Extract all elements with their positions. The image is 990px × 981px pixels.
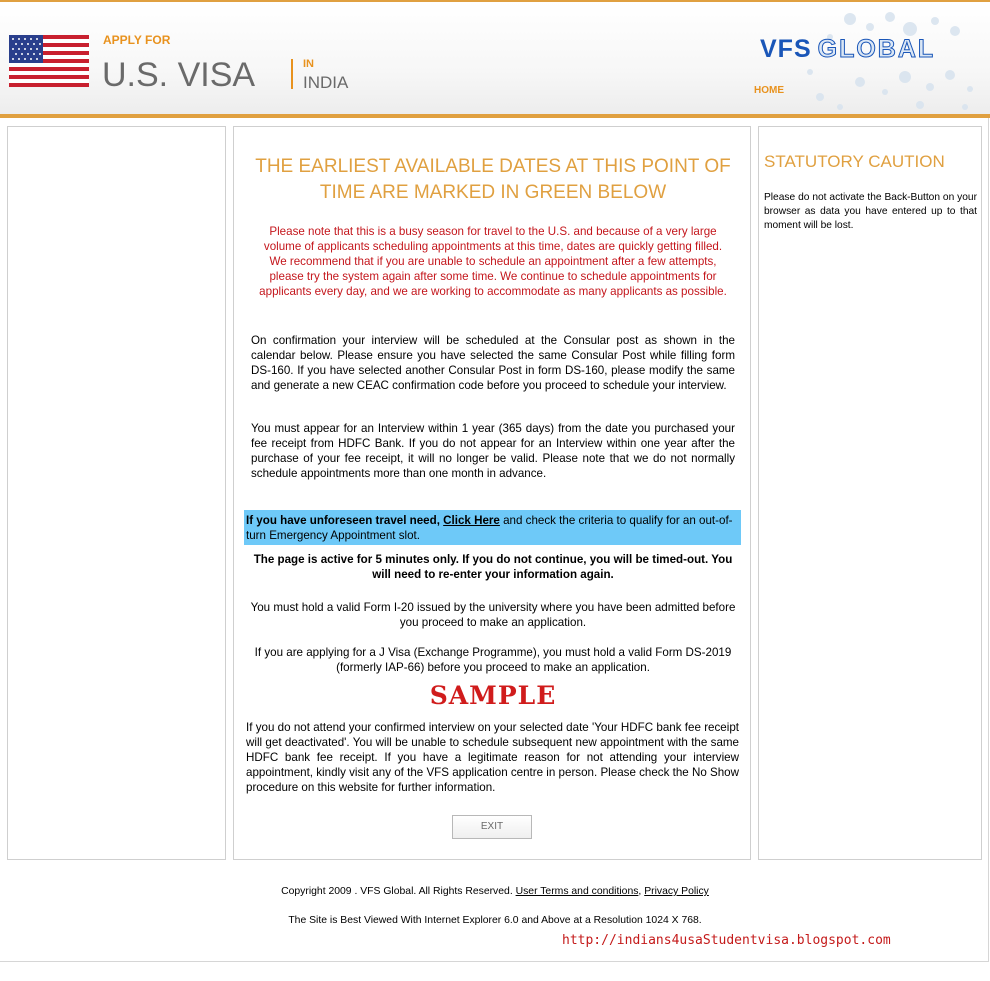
statutory-caution-text: Please do not activate the Back-Button on your browser as data you have entered up to that moment will be lost. bbox=[764, 192, 977, 232]
country-label: INDIA bbox=[303, 73, 349, 92]
interview-validity-paragraph: You must appear for an Interview within 1 year (365 days) from the date you purchased your fee receipt from HDFC Bank. If you do not appear for an Interview within one year after the purchase of your fee receipt, it will no longer be valid. Please note that we do not normally schedule appointments more than one month in advance. bbox=[251, 422, 735, 481]
us-flag-icon bbox=[9, 35, 89, 87]
home-link[interactable]: HOME bbox=[754, 85, 784, 96]
statutory-caution-heading: STATUTORY CAUTION bbox=[764, 152, 945, 171]
right-column bbox=[758, 126, 982, 860]
apply-for-label: APPLY FOR bbox=[103, 33, 171, 47]
session-timeout-notice: The page is active for 5 minutes only. If you do not continue, you will be timed-out. You will need to re-enter your information again. bbox=[253, 553, 733, 582]
in-label: IN bbox=[303, 58, 314, 70]
header-accent-line bbox=[0, 114, 990, 118]
left-column bbox=[7, 126, 226, 860]
vfs-global-logo[interactable] bbox=[760, 35, 935, 64]
page-title: U.S. VISA bbox=[102, 56, 256, 94]
exit-button[interactable]: EXIT bbox=[452, 815, 532, 839]
copyright-text: Copyright 2009 . VFS Global. All Rights Reserved. bbox=[281, 886, 513, 897]
emergency-suffix: and check the criteria to qualify for an out-of-turn Emergency Appointment slot. bbox=[246, 514, 733, 542]
main-column bbox=[233, 126, 751, 860]
watermark-url: http://indians4usaStudentvisa.blogspot.com bbox=[562, 933, 891, 948]
privacy-policy-link[interactable]: Privacy Policy bbox=[644, 886, 709, 897]
footer-copyright bbox=[0, 886, 990, 897]
header-divider bbox=[291, 59, 293, 89]
no-show-notice: If you do not attend your confirmed interview on your selected date 'Your HDFC bank fee receipt will get deactivated'. You will be unable to schedule subsequent new appointment with the same HDFC bank fee receipt. If you have a legitimate reason for not attending your interview appointment, kindly visit any of the VFS application centre in person. Please check the No Show procedure on this website for further information. bbox=[246, 721, 740, 795]
i20-notice: You must hold a valid Form I-20 issued by the university where you have been admitted before you proceed to make an application. bbox=[250, 601, 736, 630]
click-here-link[interactable]: Click Here bbox=[443, 514, 500, 527]
sample-stamp: SAMPLE bbox=[429, 681, 557, 710]
logo-global-text: GLOBAL bbox=[817, 35, 936, 63]
header bbox=[0, 0, 990, 118]
logo-vfs-text: VFS bbox=[760, 35, 812, 63]
main-heading: THE EARLIEST AVAILABLE DATES AT THIS POINT OF TIME ARE MARKED IN GREEN BELOW bbox=[255, 156, 731, 203]
footer-best-viewed: The Site is Best Viewed With Internet Explorer 6.0 and Above at a Resolution 1024 X 768. bbox=[288, 915, 702, 926]
consular-post-paragraph: On confirmation your interview will be scheduled at the Consular post as shown in the calendar below. Please ensure you have selected the same Consular Post while filling form DS-160. If you have selected another Consular Post in form DS-160, please modify the same and generate a new CEAC confirmation code before you proceed to schedule your interview. bbox=[251, 334, 735, 393]
emergency-appointment-banner bbox=[244, 510, 741, 545]
terms-link[interactable]: User Terms and conditions bbox=[515, 886, 639, 897]
j-visa-notice: If you are applying for a J Visa (Exchange Programme), you must hold a valid Form DS-2019 (formerly IAP-66) before you proceed to make an application. bbox=[254, 646, 732, 675]
busy-season-notice: Please note that this is a busy season for travel to the U.S. and because of a very large volume of applicants scheduling appointments at this time, dates are quickly getting filled. We recommend that if you are unable to schedule an appointment after a few attempts, please try the system again after some time. We continue to schedule appointments for applicants every day, and we are working to accommodate as many applicants as possible. bbox=[259, 225, 727, 299]
emergency-prefix: If you have unforeseen travel need, bbox=[246, 514, 440, 527]
footer-separator: , bbox=[638, 886, 642, 897]
